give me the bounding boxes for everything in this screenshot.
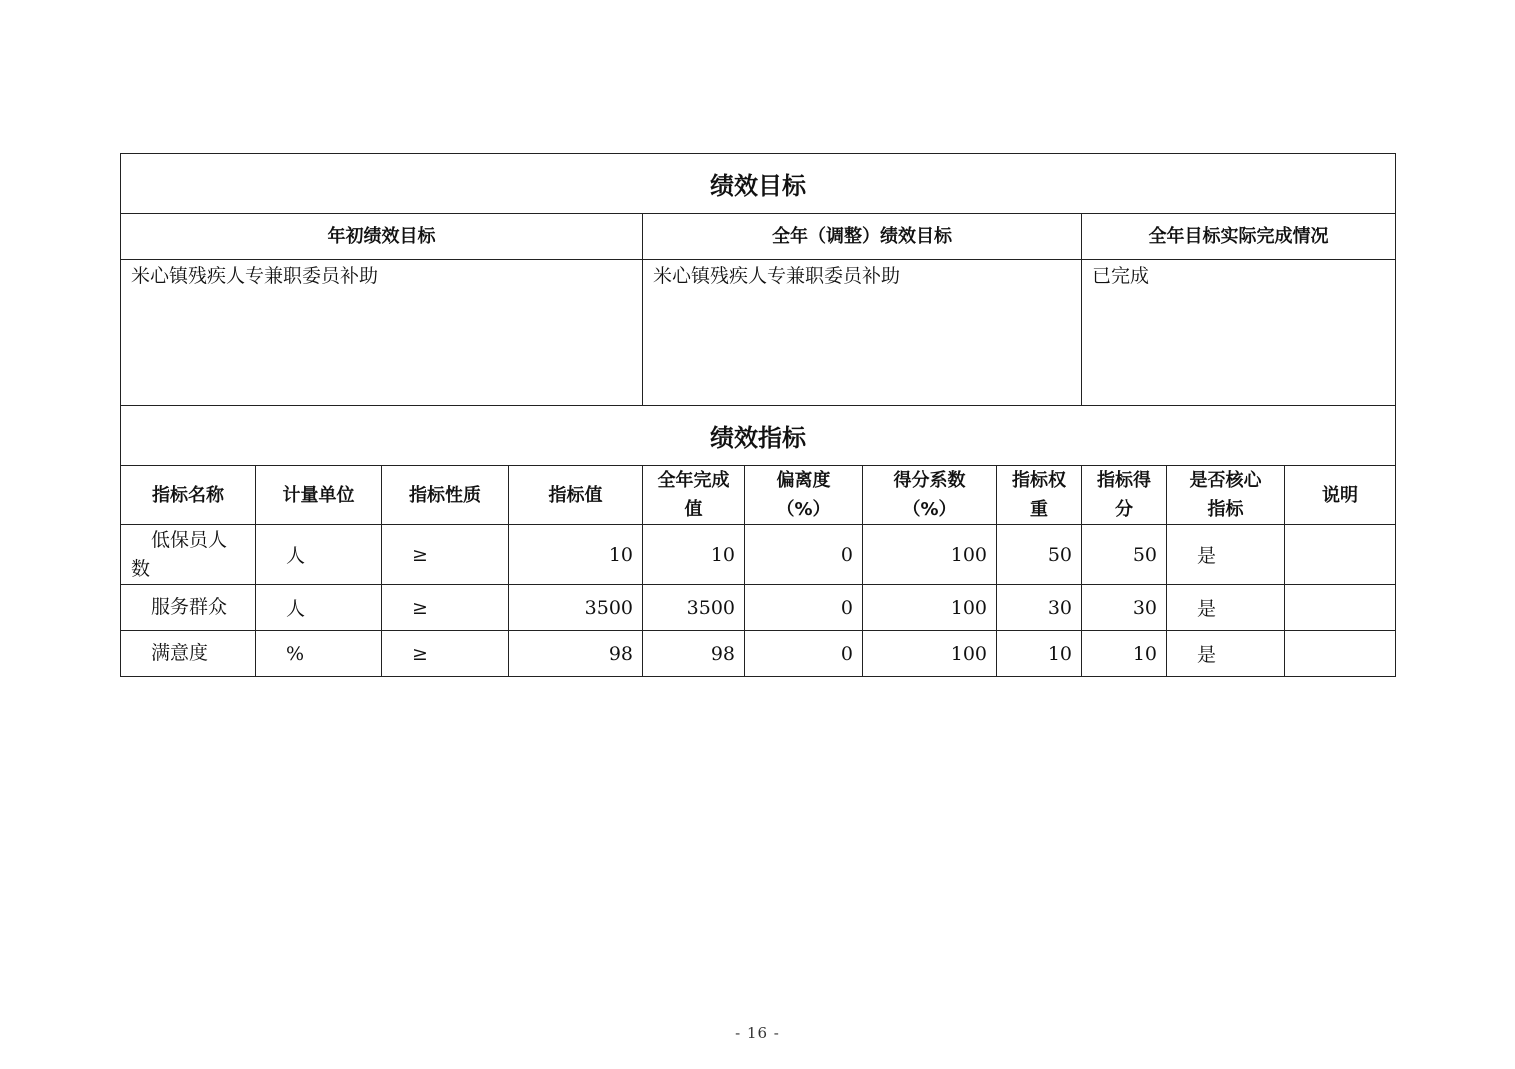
- column-header: 说明: [1285, 466, 1396, 525]
- target-value-cell: 10: [509, 525, 643, 585]
- unit-cell: 人: [256, 525, 382, 585]
- column-header: 是否核心 指标: [1167, 466, 1285, 525]
- indicator-name: 服务群众: [121, 585, 256, 631]
- column-header: 指标得 分: [1082, 466, 1167, 525]
- nature-cell: ≥: [382, 631, 509, 677]
- column-header: 指标权 重: [997, 466, 1082, 525]
- column-header: 偏离度 （%）: [745, 466, 863, 525]
- coefficient-cell: 100: [863, 585, 997, 631]
- indicator-name: 满意度: [121, 631, 256, 677]
- page-number: - 16 -: [735, 1024, 780, 1042]
- adjusted-goal-value: 米心镇残疾人专兼职委员补助: [643, 260, 1082, 406]
- coefficient-cell: 100: [863, 631, 997, 677]
- actual-value-cell: 10: [643, 525, 745, 585]
- initial-goal-header: 年初绩效目标: [121, 214, 643, 260]
- note-cell: [1285, 585, 1396, 631]
- performance-indicators-title: 绩效指标: [121, 406, 1396, 466]
- column-header: 指标性质: [382, 466, 509, 525]
- table-row: [121, 525, 1396, 585]
- actual-value-cell: 98: [643, 631, 745, 677]
- initial-goal-value: 米心镇残疾人专兼职委员补助: [121, 260, 643, 406]
- score-cell: 10: [1082, 631, 1167, 677]
- coefficient-cell: 100: [863, 525, 997, 585]
- core-indicator-cell: 是: [1167, 525, 1285, 585]
- actual-completion-value: 已完成: [1082, 260, 1396, 406]
- deviation-cell: 0: [745, 525, 863, 585]
- target-value-cell: 98: [509, 631, 643, 677]
- core-indicator-cell: 是: [1167, 631, 1285, 677]
- indicator-header-row: [121, 466, 1396, 525]
- target-value-cell: 3500: [509, 585, 643, 631]
- weight-cell: 30: [997, 585, 1082, 631]
- nature-cell: ≥: [382, 585, 509, 631]
- column-header: 计量单位: [256, 466, 382, 525]
- actual-value-cell: 3500: [643, 585, 745, 631]
- deviation-cell: 0: [745, 631, 863, 677]
- column-header: 指标名称: [121, 466, 256, 525]
- note-cell: [1285, 631, 1396, 677]
- adjusted-goal-header: 全年（调整）绩效目标: [643, 214, 1082, 260]
- table-row: [121, 631, 1396, 677]
- actual-completion-header: 全年目标实际完成情况: [1082, 214, 1396, 260]
- column-header: 得分系数 （%）: [863, 466, 997, 525]
- core-indicator-cell: 是: [1167, 585, 1285, 631]
- column-header: 全年完成 值: [643, 466, 745, 525]
- score-cell: 30: [1082, 585, 1167, 631]
- column-header: 指标值: [509, 466, 643, 525]
- deviation-cell: 0: [745, 585, 863, 631]
- table-row: [121, 585, 1396, 631]
- note-cell: [1285, 525, 1396, 585]
- performance-table: [120, 153, 1396, 677]
- score-cell: 50: [1082, 525, 1167, 585]
- weight-cell: 50: [997, 525, 1082, 585]
- indicator-name: 低保员人 数: [121, 525, 256, 585]
- performance-goals-title: 绩效目标: [121, 154, 1396, 214]
- weight-cell: 10: [997, 631, 1082, 677]
- unit-cell: %: [256, 631, 382, 677]
- nature-cell: ≥: [382, 525, 509, 585]
- unit-cell: 人: [256, 585, 382, 631]
